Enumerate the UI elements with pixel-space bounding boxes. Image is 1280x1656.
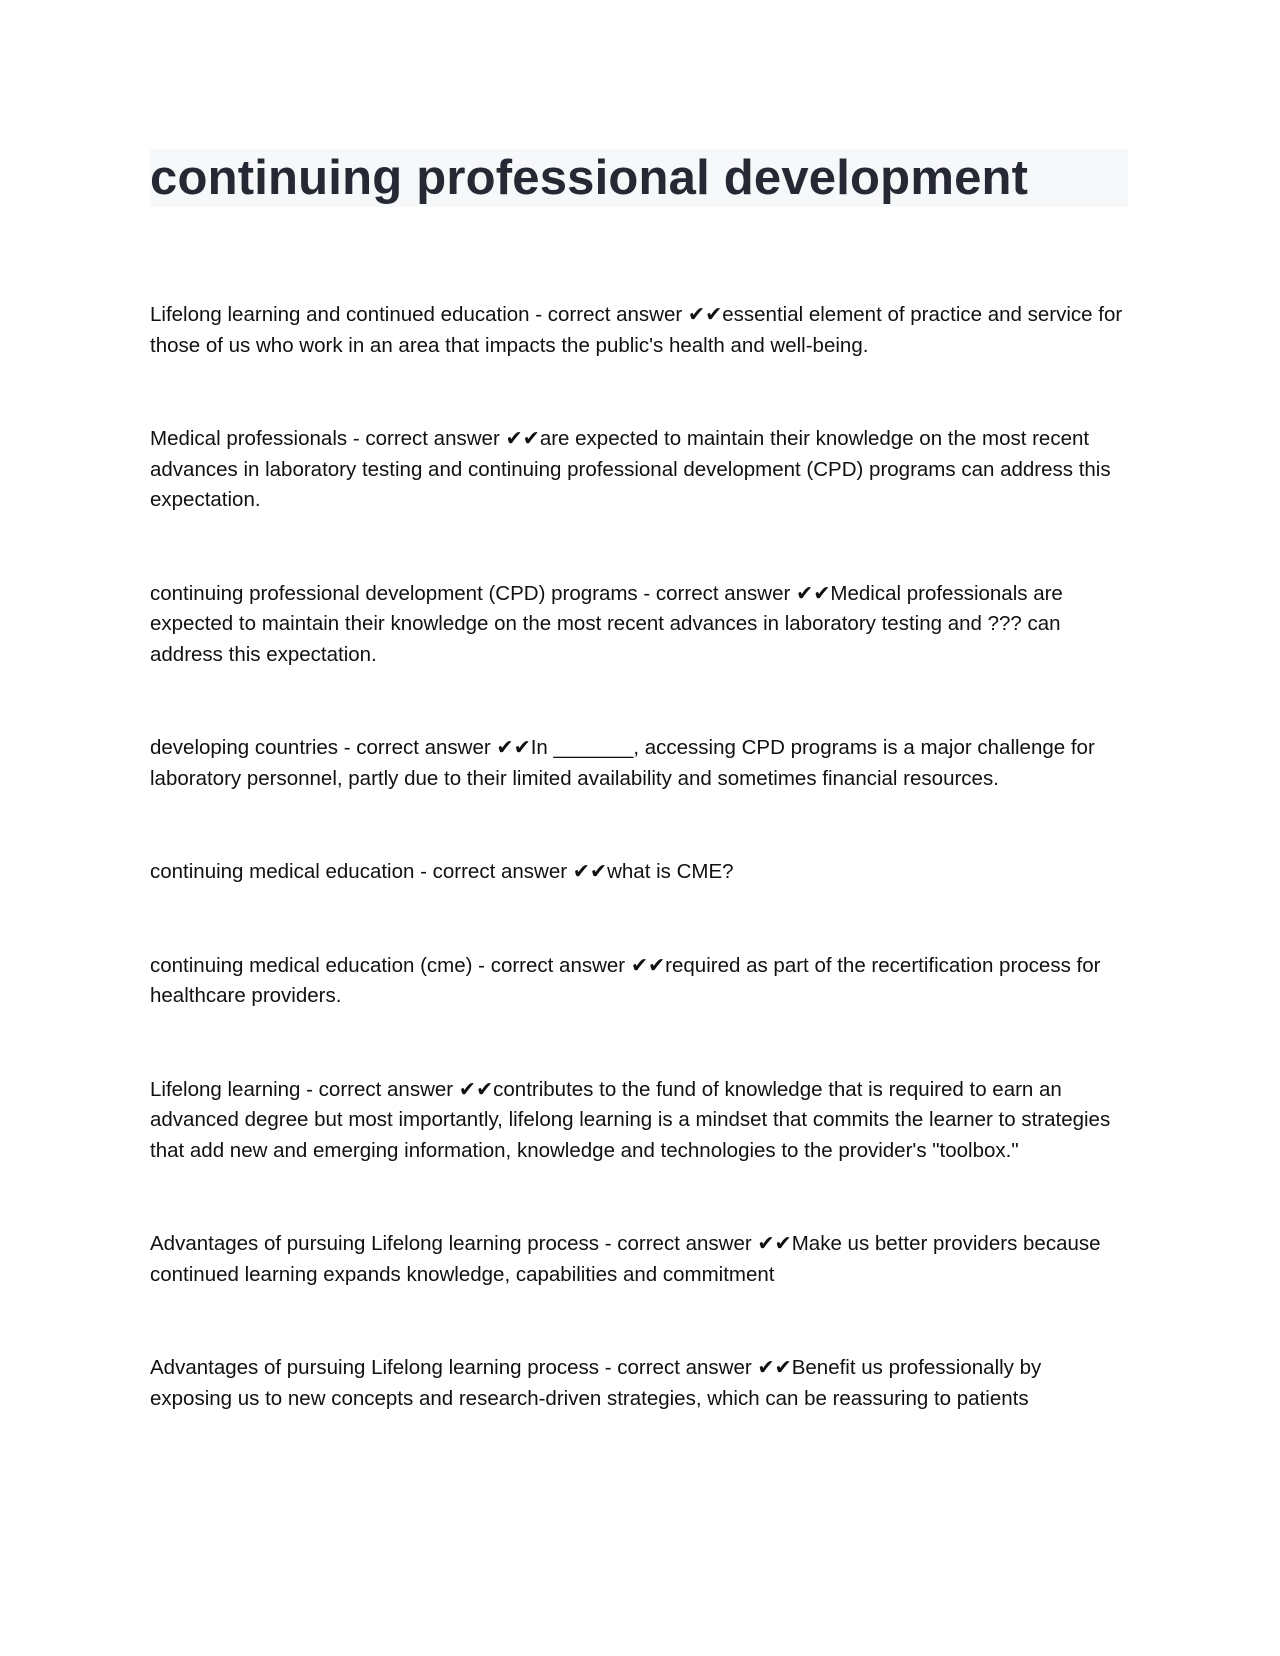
qa-item	[150, 857, 1128, 888]
qa-item	[150, 1229, 1128, 1290]
qa-item	[150, 951, 1128, 1012]
qa-item-text: Lifelong learning - correct answer ✔✔contributes to the fund of knowledge that is required to earn an advanced degree but most importantly, lifelong learning is a mindset that commits the learner to strategies that add new and emerging information, knowledge and technologies to the provider's "toolbox."	[150, 1077, 1111, 1162]
document-page	[150, 149, 1128, 1477]
document-title: continuing professional development	[150, 151, 1029, 205]
qa-item-text: developing countries - correct answer ✔✔In _______, accessing CPD programs is a major challenge for laboratory personnel, partly due to their limited availability and sometimes financial resources.	[150, 736, 1095, 790]
qa-item	[150, 1353, 1128, 1414]
qa-list	[150, 300, 1128, 1414]
qa-item-text: continuing professional development (CPD) programs - correct answer ✔✔Medical professionals are expected to maintain their knowledge on the most recent advances in laboratory testing and ??? can address this expectation.	[150, 581, 1063, 666]
qa-item	[150, 424, 1128, 516]
qa-item	[150, 1075, 1128, 1167]
qa-item-text: Medical professionals - correct answer ✔✔are expected to maintain their knowledge on the most recent advances in laboratory testing and continuing professional development (CPD) programs can address this expectation.	[150, 427, 1111, 511]
qa-item	[150, 733, 1128, 794]
qa-item-text: Lifelong learning and continued education - correct answer ✔✔essential element of practice and service for those of us who work in an area that impacts the public's health and well-being.	[150, 303, 1123, 357]
qa-item-text: Advantages of pursuing Lifelong learning process - correct answer ✔✔Benefit us professionally by exposing us to new concepts and research-driven strategies, which can be reassuring to patients	[150, 1356, 1042, 1410]
qa-item-text: continuing medical education - correct answer ✔✔what is CME?	[150, 860, 734, 883]
qa-item-text: continuing medical education (cme) - correct answer ✔✔required as part of the recertification process for healthcare providers.	[150, 953, 1101, 1007]
qa-item-text: Advantages of pursuing Lifelong learning process - correct answer ✔✔Make us better providers because continued learning expands knowledge, capabilities and commitment	[150, 1232, 1101, 1286]
title-banner	[150, 149, 1128, 207]
qa-item	[150, 300, 1128, 361]
qa-item	[150, 579, 1128, 671]
